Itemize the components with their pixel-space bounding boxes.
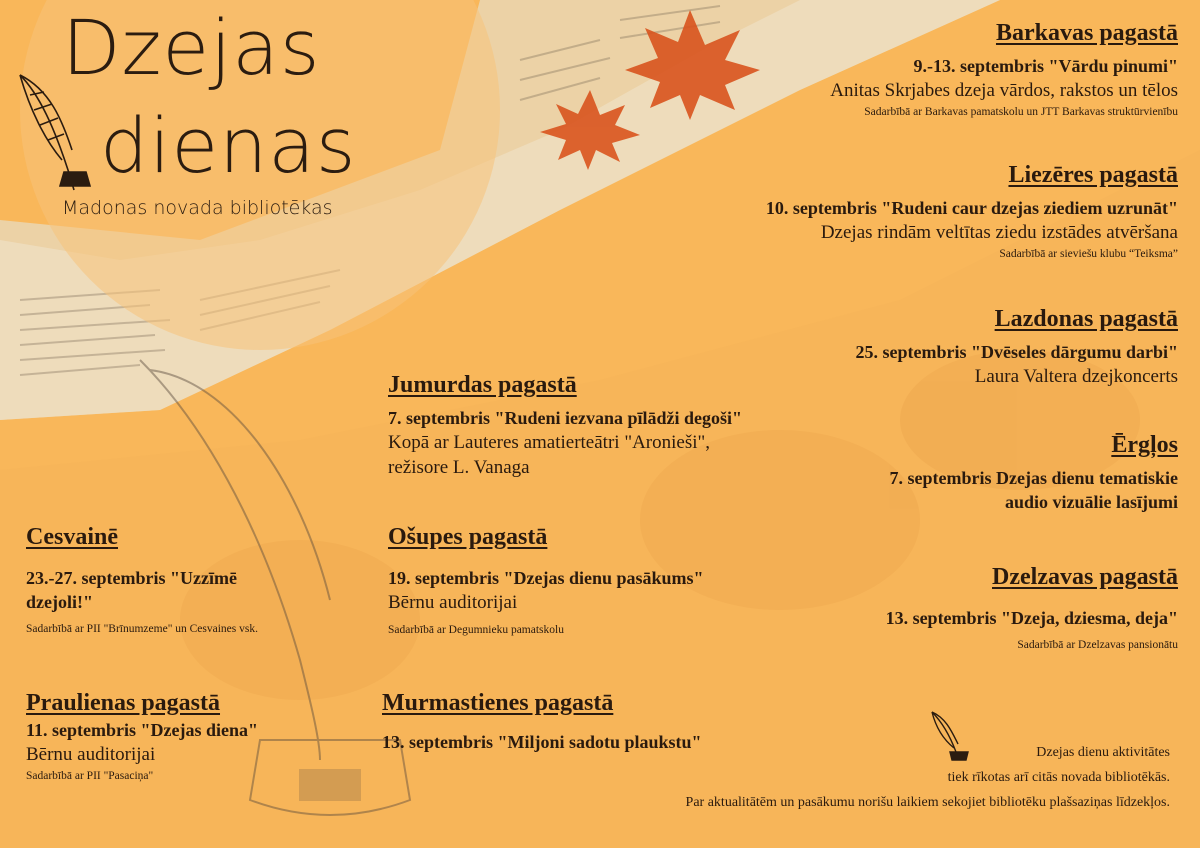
event-description: Bērnu auditorijai: [388, 592, 518, 613]
event-ergli: [890, 430, 1178, 514]
event-osupe: [388, 522, 704, 639]
footer-line2: tiek rīkotas arī citās novada bibliotēkās.: [947, 770, 1170, 785]
event-heading: Ērgļos: [1111, 432, 1178, 458]
footer-line3: Par aktualitātēm un pasākumu norišu laikiem sekojiet bibliotēku plašsaziņas līdzekļos.: [685, 795, 1170, 810]
event-date-title: 13. septembris "Miljoni sadotu plaukstu": [382, 732, 702, 752]
event-note: Sadarbībā ar PII "Brīnumzeme" un Cesvaines vsk.: [26, 623, 258, 635]
event-heading: Lazdonas pagastā: [994, 306, 1178, 332]
event-praulien: [26, 688, 258, 785]
subtitle: Madonas novada bibliotēkas: [62, 197, 333, 219]
event-date-title: 7. septembris "Rudeni iezvana pīlādži degoši": [388, 408, 743, 428]
event-description: Dzejas rindām veltītas ziedu izstādes atvēršana: [820, 222, 1178, 243]
event-jumurda: [388, 370, 742, 480]
event-note: Sadarbībā ar Barkavas pamatskolu un JTT Barkavas struktūrvienību: [864, 106, 1178, 118]
event-heading: Jumurdas pagastā: [388, 372, 577, 398]
event-description: Bērnu auditorijai: [26, 744, 156, 765]
footer-note: [686, 740, 1170, 815]
event-heading: Praulienas pagastā: [26, 690, 221, 716]
event-heading: Liezēres pagastā: [1008, 162, 1178, 188]
event-date-title-cont: dzejoli!": [26, 592, 93, 612]
event-description: Kopā ar Lauteres amatierteātri "Aronieši",: [388, 432, 711, 453]
event-heading: Dzelzavas pagastā: [992, 564, 1178, 590]
event-murmastiene: [382, 688, 702, 754]
event-barkava: [830, 18, 1178, 121]
event-date-title-cont: audio vizuālie lasījumi: [1004, 492, 1178, 512]
event-date-title: 9.-13. septembris "Vārdu pinumi": [913, 56, 1178, 76]
title-line2: dienas: [100, 101, 357, 190]
event-date-title: 11. septembris "Dzejas diena": [26, 720, 258, 740]
event-description: režisore L. Vanaga: [388, 457, 530, 478]
event-dzelzava: [886, 562, 1178, 654]
event-note: Sadarbībā ar Degumnieku pamatskolu: [388, 624, 564, 636]
event-date-title: 10. septembris "Rudeni caur dzejas ziediem uzrunāt": [765, 198, 1178, 218]
event-note: Sadarbībā ar sieviešu klubu “Teiksma”: [999, 248, 1178, 260]
event-heading: Ošupes pagastā: [388, 524, 548, 550]
footer-line1: Dzejas dienu aktivitātes: [1036, 745, 1170, 760]
event-heading: Cesvainē: [26, 524, 118, 550]
event-lazdona: [856, 304, 1178, 389]
event-date-title: 7. septembris Dzejas dienu tematiskie: [889, 468, 1178, 488]
event-date-title: 19. septembris "Dzejas dienu pasākums": [388, 568, 704, 588]
event-heading: Murmastienes pagastā: [382, 690, 614, 716]
event-cesvaine: [26, 522, 258, 638]
event-description: Anitas Skrjabes dzeja vārdos, rakstos un tēlos: [830, 80, 1178, 101]
event-description: Laura Valtera dzejkoncerts: [974, 366, 1178, 387]
event-note: Sadarbībā ar PII "Pasaciņa": [26, 770, 154, 782]
event-date-title: 13. septembris "Dzeja, dziesma, deja": [885, 608, 1178, 628]
event-date-title: 23.-27. septembris "Uzzīmē: [26, 568, 237, 588]
event-liezere: [766, 160, 1178, 263]
event-note: Sadarbībā ar Dzelzavas pansionātu: [1017, 639, 1178, 651]
title-line1: Dzejas: [62, 3, 321, 92]
event-heading: Barkavas pagastā: [995, 20, 1178, 46]
event-date-title: 25. septembris "Dvēseles dārgumu darbi": [855, 342, 1178, 362]
